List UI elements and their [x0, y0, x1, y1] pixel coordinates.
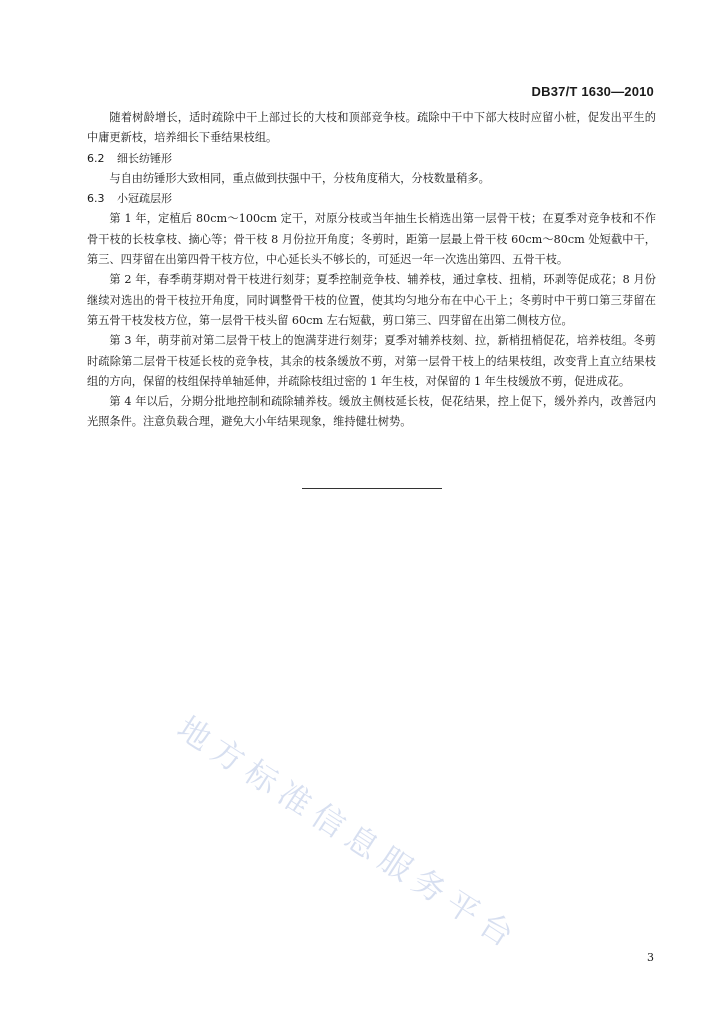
page-body — [87, 108, 656, 433]
paragraph-6-2: 与自由纺锤形大致相同，重点做到扶强中干，分枝角度稍大，分枝数量稍多。 — [109, 171, 490, 185]
section-title: 细长纺锤形 — [117, 151, 172, 165]
section-title: 小冠疏层形 — [117, 192, 172, 206]
section-heading-6-2 — [87, 149, 656, 169]
page-number: 3 — [647, 951, 654, 964]
paragraph-year-3: 第 3 年，萌芽前对第二层骨干枝上的饱满芽进行刻芽；夏季对辅养枝刻、拉，新梢扭梢促花，培养枝组。冬剪时疏除第二层骨干枝延长枝的竞争枝，其余的枝条缓放不剪，对第一层骨干枝上的结果枝组，改变背上直立结果枝组的方向，保留的枝组保持单轴延伸，并疏除枝组过密的 1 年生枝，对保留的 1 年生枝缓放不剪，促进成花。 — [87, 334, 656, 388]
section-heading-6-3 — [87, 189, 656, 209]
document-number: DB37/T 1630—2010 — [531, 84, 654, 99]
watermark: 地方标准信息服务平台 — [170, 708, 527, 959]
end-divider — [302, 488, 442, 489]
section-number: 6.3 — [87, 192, 105, 206]
section-number: 6.2 — [87, 151, 105, 165]
paragraph-year-2: 第 2 年，春季萌芽期对骨干枝进行刻芽；夏季控制竞争枝、辅养枝，通过拿枝、扭梢，环剥等促成花；8 月份继续对选出的骨干枝拉开角度，同时调整骨干枝的位置，使其均匀地分布在中心干上；冬剪时中干剪口第三芽留在第五骨干枝发枝方位，第一层骨干枝头留 60cm 左右短截，剪口第三、四芽留在出第二侧枝方位。 — [87, 273, 656, 327]
intro-paragraph: 随着树龄增长，适时疏除中干上部过长的大枝和顶部竞争枝。疏除中干中下部大枝时应留小桩，促发出平生的中庸更新枝，培养细长下垂结果枝组。 — [87, 111, 656, 145]
paragraph-year-1: 第 1 年，定植后 80cm～100cm 定干，对原分枝或当年抽生长梢选出第一层骨干枝；在夏季对竞争枝和不作骨干枝的长枝拿枝、摘心等；骨干枝 8 月份拉开角度；冬剪时，距第一层最上骨干枝 60cm～80cm 处短截中干，第三、四芽留在出第四骨干枝方位，中心延长头不够长的，可延迟一年一次选出第四、五骨干枝。 — [87, 212, 656, 267]
paragraph-year-4: 第 4 年以后，分期分批地控制和疏除辅养枝。缓放主侧枝延长枝，促花结果，控上促下，缓外养内，改善冠内光照条件。注意负载合理，避免大小年结果现象，维持健壮树势。 — [87, 395, 656, 429]
